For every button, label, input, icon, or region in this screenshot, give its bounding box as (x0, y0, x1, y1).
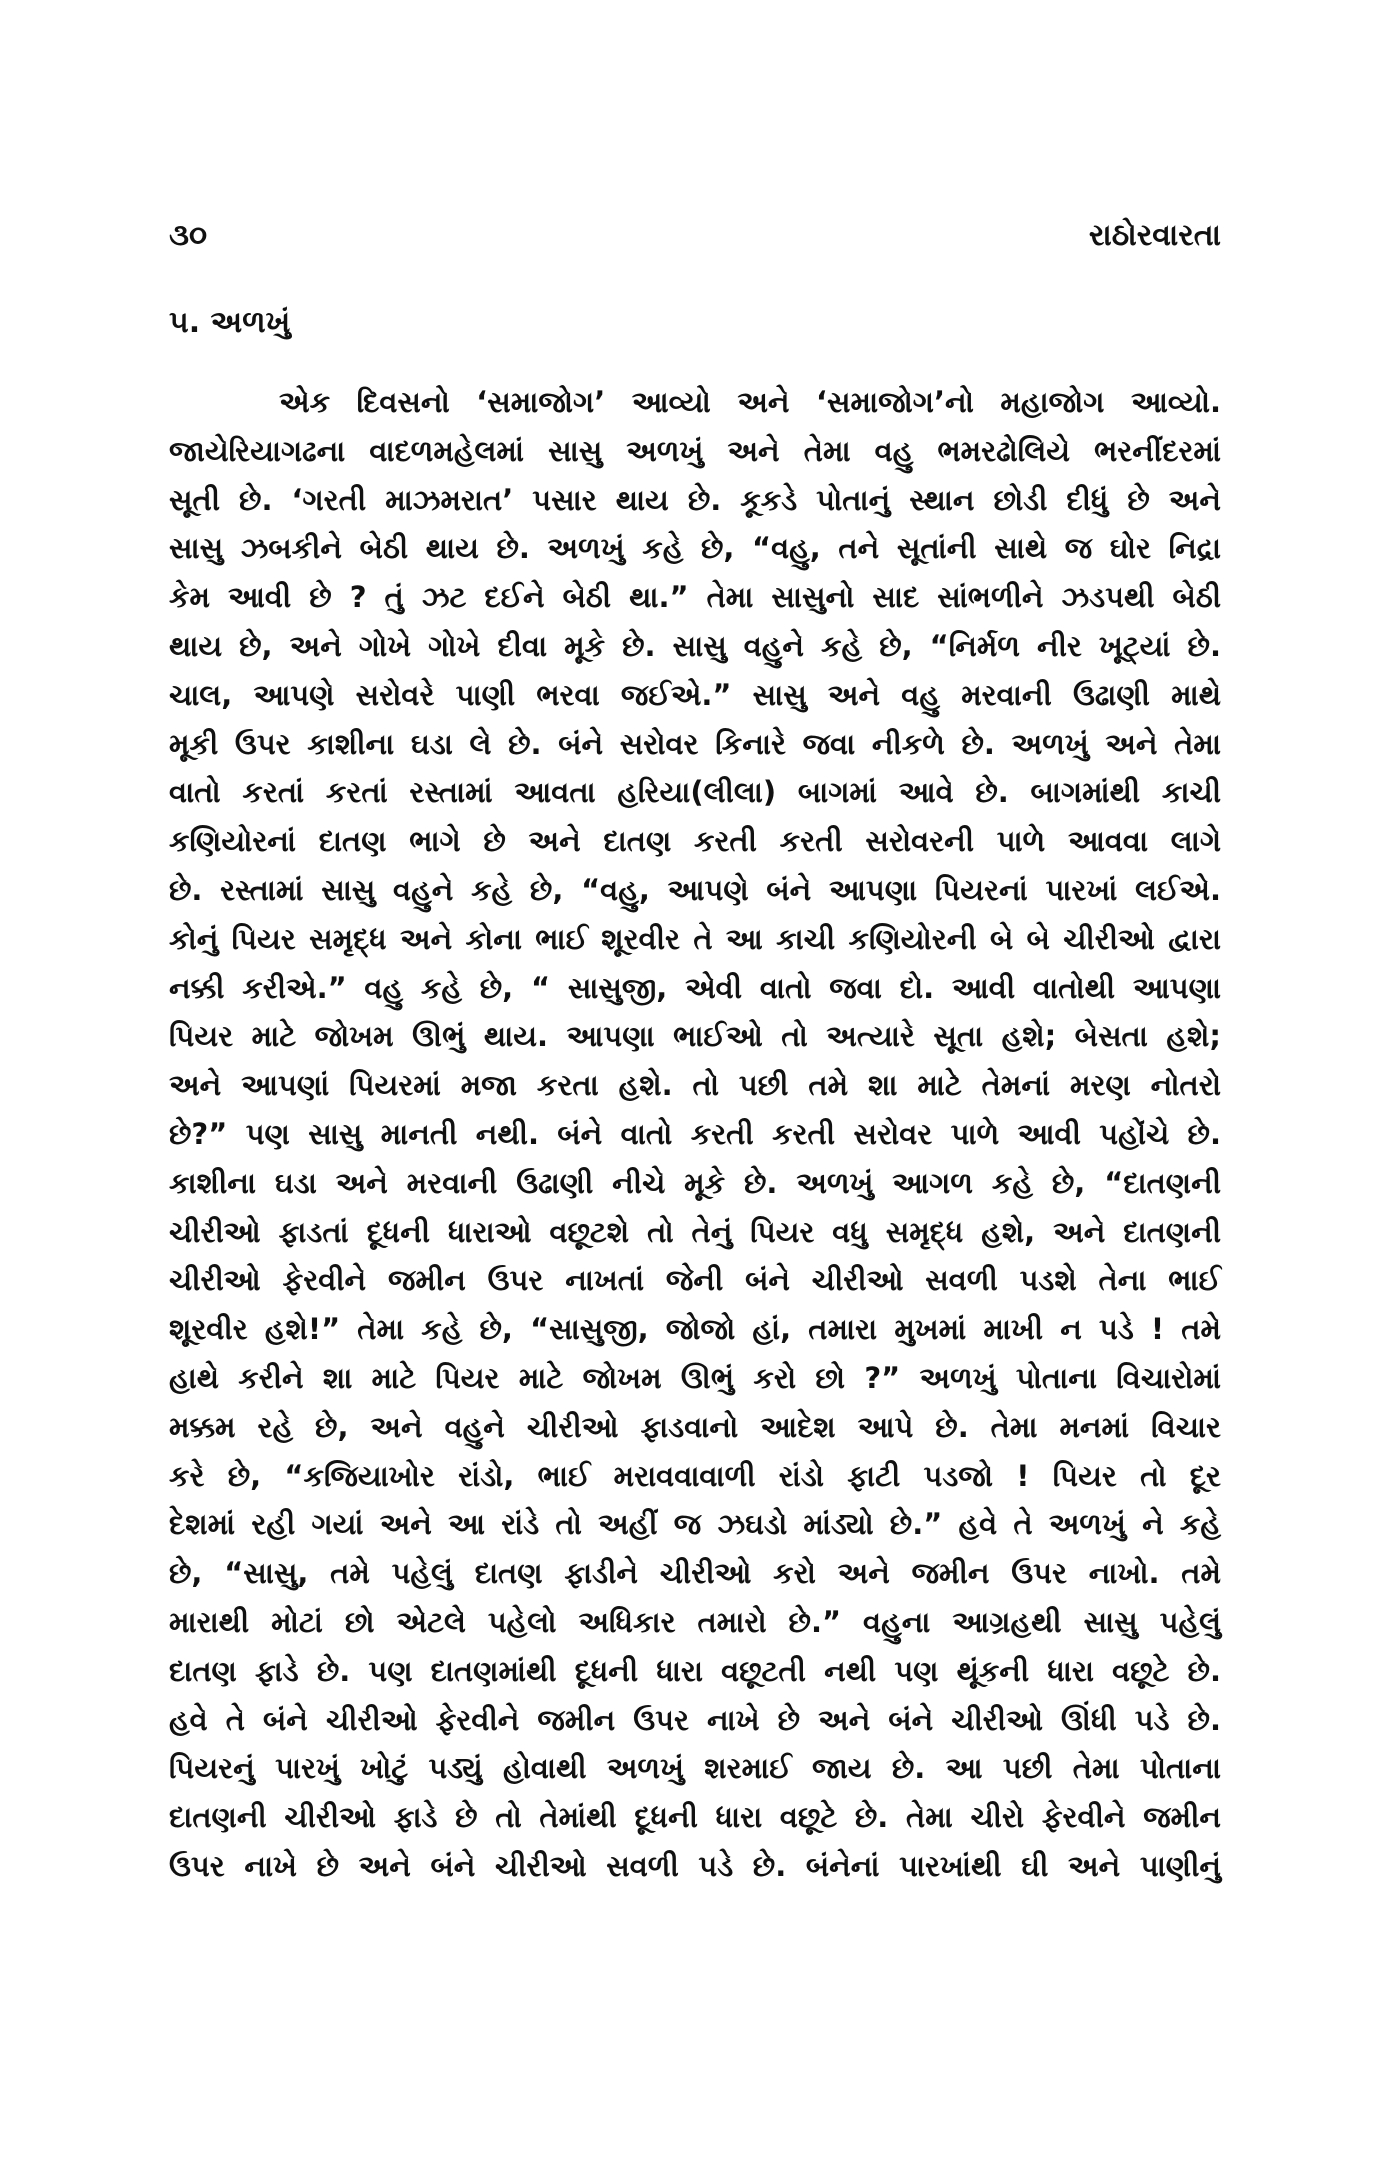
text-line: એક દિવસનો ‘સમાજોગ’ આવ્યો અને ‘સમાજોગ’નો મહાજોગ આવ્યો. (279, 385, 1221, 419)
text-line: હાથે કરીને શા માટે પિયર માટે જોખમ ઊભું કરો છો ?” અળખું પોતાના વિચારોમાં (169, 1360, 1221, 1395)
text-line: કણિયોરનાં દાતણ ભાગે છે અને દાતણ કરતી કરતી સરોવરની પાળે આવવા લાગે (169, 824, 1221, 859)
text-line: કરે છે, “કજિયાખોર રાંડો, ભાઈ મરાવવાવાળી રાંડો ફાટી પડજો ! પિયર તો દૂર (169, 1458, 1221, 1493)
text-line: મારાથી મોટાં છો એટલે પહેલો અધિકાર તમારો છે.” વહુના આગ્રહથી સાસુ પહેલું (169, 1604, 1221, 1639)
text-line: સાસુ ઝબકીને બેઠી થાય છે. અળખું કહે છે, “વહુ, તને સૂતાંની સાથે જ ઘોર નિદ્રા (169, 531, 1221, 566)
text-line: શૂરવીર હશે!” તેમા કહે છે, “સાસુજી, જોજો હાં, તમારા મુખમાં માખી ન પડે ! તમે (169, 1312, 1221, 1347)
section-heading: ૫. અળખું (169, 305, 291, 340)
text-line: કેમ આવી છે ? તું ઝટ દઈને બેઠી થા.” તેમા સાસુનો સાદ સાંભળીને ઝડપથી બેઠી (169, 580, 1221, 615)
text-line: પિયર માટે જોખમ ઊભું થાય. આપણા ભાઈઓ તો અત્યારે સૂતા હશે; બેસતા હશે; (169, 1019, 1221, 1054)
text-line: થાય છે, અને ગોખે ગોખે દીવા મૂકે છે. સાસુ વહુને કહે છે, “નિર્મળ નીર ખૂટ્યાં છે. (169, 628, 1221, 663)
text-line: મૂકી ઉપર કાશીના ઘડા લે છે. બંને સરોવર કિનારે જવા નીકળે છે. અળખું અને તેમા (169, 726, 1221, 761)
page-number: ૩૦ (169, 218, 208, 253)
text-line: કાશીના ઘડા અને મરવાની ઉઢાણી નીચે મૂકે છે. અળખું આગળ કહે છે, “દાતણની (169, 1165, 1221, 1200)
text-line: કોનું પિયર સમૃદ્ધ અને કોના ભાઈ શૂરવીર તે આ કાચી કણિયોરની બે બે ચીરીઓ દ્વારા (169, 921, 1221, 956)
text-line: ચીરીઓ ફાડતાં દૂધની ધારાઓ વછૂટશે તો તેનું પિયર વધુ સમૃદ્ધ હશે, અને દાતણની (169, 1214, 1221, 1249)
text-line: વાતો કરતાં કરતાં રસ્તામાં આવતા હરિયા(લીલા) બાગમાં આવે છે. બાગમાંથી કાચી (169, 775, 1221, 810)
text-line: પિયરનું પારખું ખોટું પડ્યું હોવાથી અળખું શરમાઈ જાય છે. આ પછી તેમા પોતાના (169, 1751, 1221, 1786)
text-line: ચાલ, આપણે સરોવરે પાણી ભરવા જઈએ.” સાસુ અને વહુ મરવાની ઉઢાણી માથે (169, 677, 1221, 712)
text-line: ચીરીઓ ફેરવીને જમીન ઉપર નાખતાં જેની બંને ચીરીઓ સવળી પડશે તેના ભાઈ (169, 1263, 1221, 1298)
running-head (169, 218, 1221, 268)
text-line: છે?” પણ સાસુ માનતી નથી. બંને વાતો કરતી કરતી સરોવર પાળે આવી પહોંચે છે. (169, 1116, 1221, 1151)
text-line: મક્કમ રહે છે, અને વહુને ચીરીઓ ફાડવાનો આદેશ આપે છે. તેમા મનમાં વિચાર (169, 1409, 1221, 1444)
text-line: છે, “સાસુ, તમે પહેલું દાતણ ફાડીને ચીરીઓ કરો અને જમીન ઉપર નાખો. તમે (169, 1556, 1221, 1591)
book-title: રાઠોરવારતા (1088, 218, 1221, 253)
text-line: સૂતી છે. ‘ગરતી માઝમરાત’ પસાર થાય છે. કૂકડે પોતાનું સ્થાન છોડી દીધું છે અને (169, 482, 1221, 517)
text-line: જાયેરિયાગઢના વાદળમહેલમાં સાસુ અળખું અને તેમા વહુ ભમરઢોલિયે ભરનીંદરમાં (169, 433, 1221, 468)
text-line: નક્કી કરીએ.” વહુ કહે છે, “ સાસુજી, એવી વાતો જવા દો. આવી વાતોથી આપણા (169, 970, 1221, 1005)
text-line: હવે તે બંને ચીરીઓ ફેરવીને જમીન ઉપર નાખે છે અને બંને ચીરીઓ ઊંધી પડે છે. (169, 1702, 1221, 1737)
text-line: અને આપણાં પિયરમાં મજા કરતા હશે. તો પછી તમે શા માટે તેમનાં મરણ નોતરો (169, 1068, 1221, 1103)
body-text (169, 378, 1221, 1891)
text-line: છે. રસ્તામાં સાસુ વહુને કહે છે, “વહુ, આપણે બંને આપણા પિયરનાં પારખાં લઈએ. (169, 872, 1221, 907)
text-line: દાતણની ચીરીઓ ફાડે છે તો તેમાંથી દૂધની ધારા વછૂટે છે. તેમા ચીરો ફેરવીને જમીન (169, 1800, 1221, 1835)
text-line: ઉપર નાખે છે અને બંને ચીરીઓ સવળી પડે છે. બંનેનાં પારખાંથી ઘી અને પાણીનું (169, 1848, 1221, 1883)
text-line: દેશમાં રહી ગયાં અને આ રાંડે તો અહીં જ ઝઘડો માંડ્યો છે.” હવે તે અળખું ને કહે (169, 1507, 1221, 1542)
text-line: દાતણ ફાડે છે. પણ દાતણમાંથી દૂધની ધારા વછૂટતી નથી પણ થૂંકની ધારા વછૂટે છે. (169, 1653, 1221, 1688)
